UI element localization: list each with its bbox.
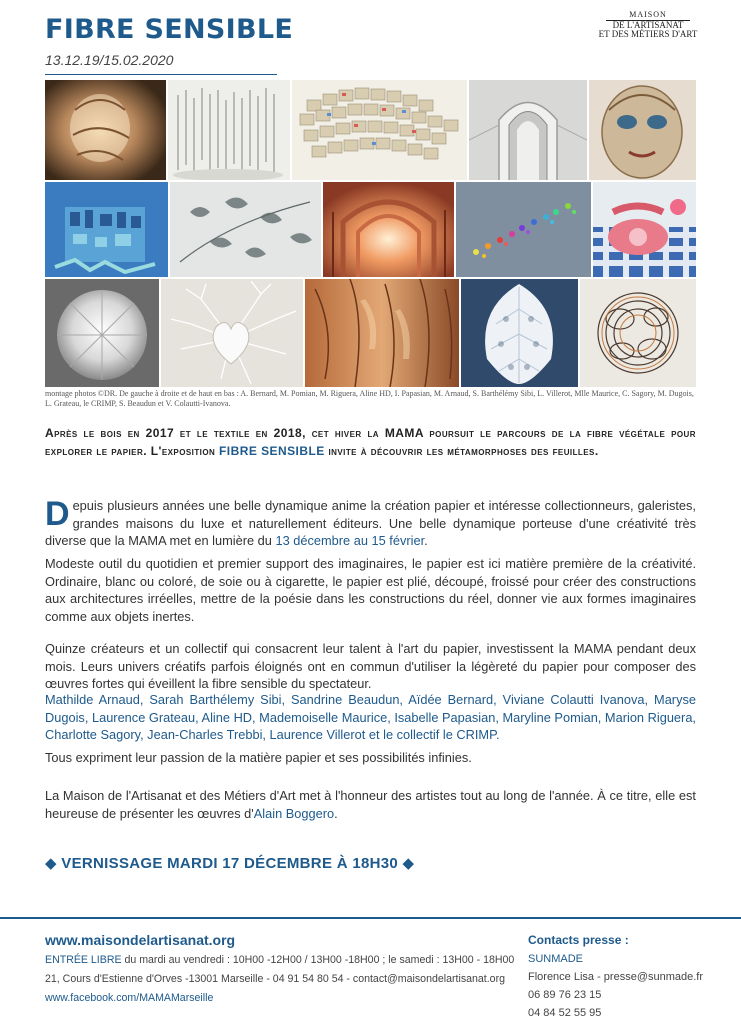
free-entry-label: ENTRÉE LIBRE [45,954,122,966]
paragraph-5-end: . [334,805,338,821]
artist-names: Mathilde Arnaud, Sarah Barthélemy Sibi, Sandrine Beaudun, Aïdée Bernard, Viviane Colautti Ivanova, Maryse Dugois, Laurence Grateau, Aline HD, Mademoiselle Maurice, Isabelle Papasian, Maryline Pomian, Marion Riguera, Charlotte Sagory, Jean-Charles Trebbi, Laurence Villerot et le collectif le CRIMP. [45,692,696,742]
body-paragraph-4: Tous expriment leur passion de la matière papier et ses possibilités infinies. [45,750,472,765]
paragraph-5-text: La Maison de l'Artisanat et des Métiers d'Art met à l'honneur des artistes tout au long de l'année. À ce titre, elle est heureuse de présenter les œuvres d' [45,788,696,821]
paper-telephone-photo [593,182,696,277]
paragraph-1-text: epuis plusieurs années une belle dynamique anime la création papier et intéresse collectionneurs, galeristes, grandes maisons du luxe et naturellement éditeurs. Une belle dynamique porteuse d'une créativité très diverse que la MAMA met en lumière du [45,498,696,548]
paper-lamp-photo [45,80,166,180]
press-contact-email[interactable]: Florence Lisa - presse@sunmade.fr [528,971,704,983]
paper-lace-leaf-photo [461,279,578,387]
logo-line-3: ET DES MÉTIERS D'ART [598,29,698,39]
paper-city-cutout-photo [45,182,168,277]
website-link[interactable]: www.maisondelartisanat.org [45,932,236,948]
paper-strips-photo [168,80,290,180]
crumpled-paper-photo [305,279,459,387]
paper-boxes-photo [292,80,467,180]
vernissage-announcement: ◆ VERNISSAGE MARDI 17 DÉCEMBRE À 18H30 ◆ [45,855,415,872]
paper-forest-light-photo [323,182,454,277]
intro-text-2: invite à découvrir les métamorphoses des feuilles. [324,444,599,458]
footer-divider [0,917,741,919]
opening-hours [45,954,514,966]
artwork-mosaic [45,80,696,387]
body-paragraph-1 [45,497,696,550]
intro-exhibition-name: FIBRE SENSIBLE [219,444,325,458]
logo-line-1: MAISON [629,10,667,19]
intro-paragraph [45,424,696,460]
paper-coils-photo [580,279,696,387]
page-title: FIBRE SENSIBLE [45,14,294,45]
body-paragraph-3: Quinze créateurs et un collectif qui consacrent leur talent à l'art du papier, investissent la MAMA pendant deux mois. Leurs univers créatifs parfois éloignés ont en commun d'utiliser la légèreté du papier pour composer des œuvres fortes qui éveillent la fibre sensible du spectateur. [45,641,696,691]
paper-mask-photo [589,80,696,180]
contact-address: 21, Cours d'Estienne d'Orves -13001 Marseille - 04 91 54 80 54 - contact@maisondelartisanat.org [45,973,505,985]
exhibition-dates: 13.12.19/15.02.2020 [45,52,174,68]
drop-cap: D [45,495,70,533]
body-paragraph-5 [45,787,696,822]
mama-logo [594,10,702,39]
body-paragraph-2: Modeste outil du quotidien et premier support des imaginaires, le papier est ici matière première de la créativité. Ordinaire, blanc ou coloré, de soie ou à cigarette, le papier est plié, découpé, froissé pour créer des constructions aux architectures irréelles, mettre de la poésie dans les constructions du réel, donner vie aux formes imaginaires comme aux objets inertes. [45,556,696,624]
title-divider [45,74,277,75]
paper-heart-photo [161,279,303,387]
featured-artist: Alain Boggero [253,805,335,821]
paper-leaves-photo [170,182,321,277]
paper-archway-photo [469,80,587,180]
photo-credits: montage photos ©DR. De gauche à droite et de haut en bas : A. Bernard, M. Pomian, M. Riguera, Aline HD, I. Papasian, M. Arnaud, S. Barthélémy Sibi, L. Villerot, Mlle Maurice, C. Sagory, M. Dugois, L. Grateau, le CRIMP, S. Beaudun et V. Colautti-Ivanova. [45,389,694,408]
press-contacts-title: Contacts presse : [528,933,629,947]
facebook-link[interactable]: www.facebook.com/MAMAMarseille [45,992,214,1004]
paper-sphere-photo [45,279,159,387]
press-agency: SUNMADE [528,953,584,965]
press-phone-2: 04 84 52 55 95 [528,1007,602,1019]
intro-text-1: Après le bois en 2017 et le textile en 2018, cet hiver la MAMA poursuit le parcours de la fibre végétale pour explorer le papier. L'exposition [45,426,696,458]
paper-butterflies-photo [456,182,591,277]
opening-hours-text: du mardi au vendredi : 10H00 -12H00 / 13H00 -18H00 ; le samedi : 13H00 - 18H00 [121,954,515,966]
press-phone-1: 06 89 76 23 15 [528,989,602,1001]
exhibition-period: 13 décembre au 15 février [275,533,425,548]
paragraph-1-end: . [424,533,428,548]
logo-line-2: DE L'ARTISANAT [612,20,684,30]
